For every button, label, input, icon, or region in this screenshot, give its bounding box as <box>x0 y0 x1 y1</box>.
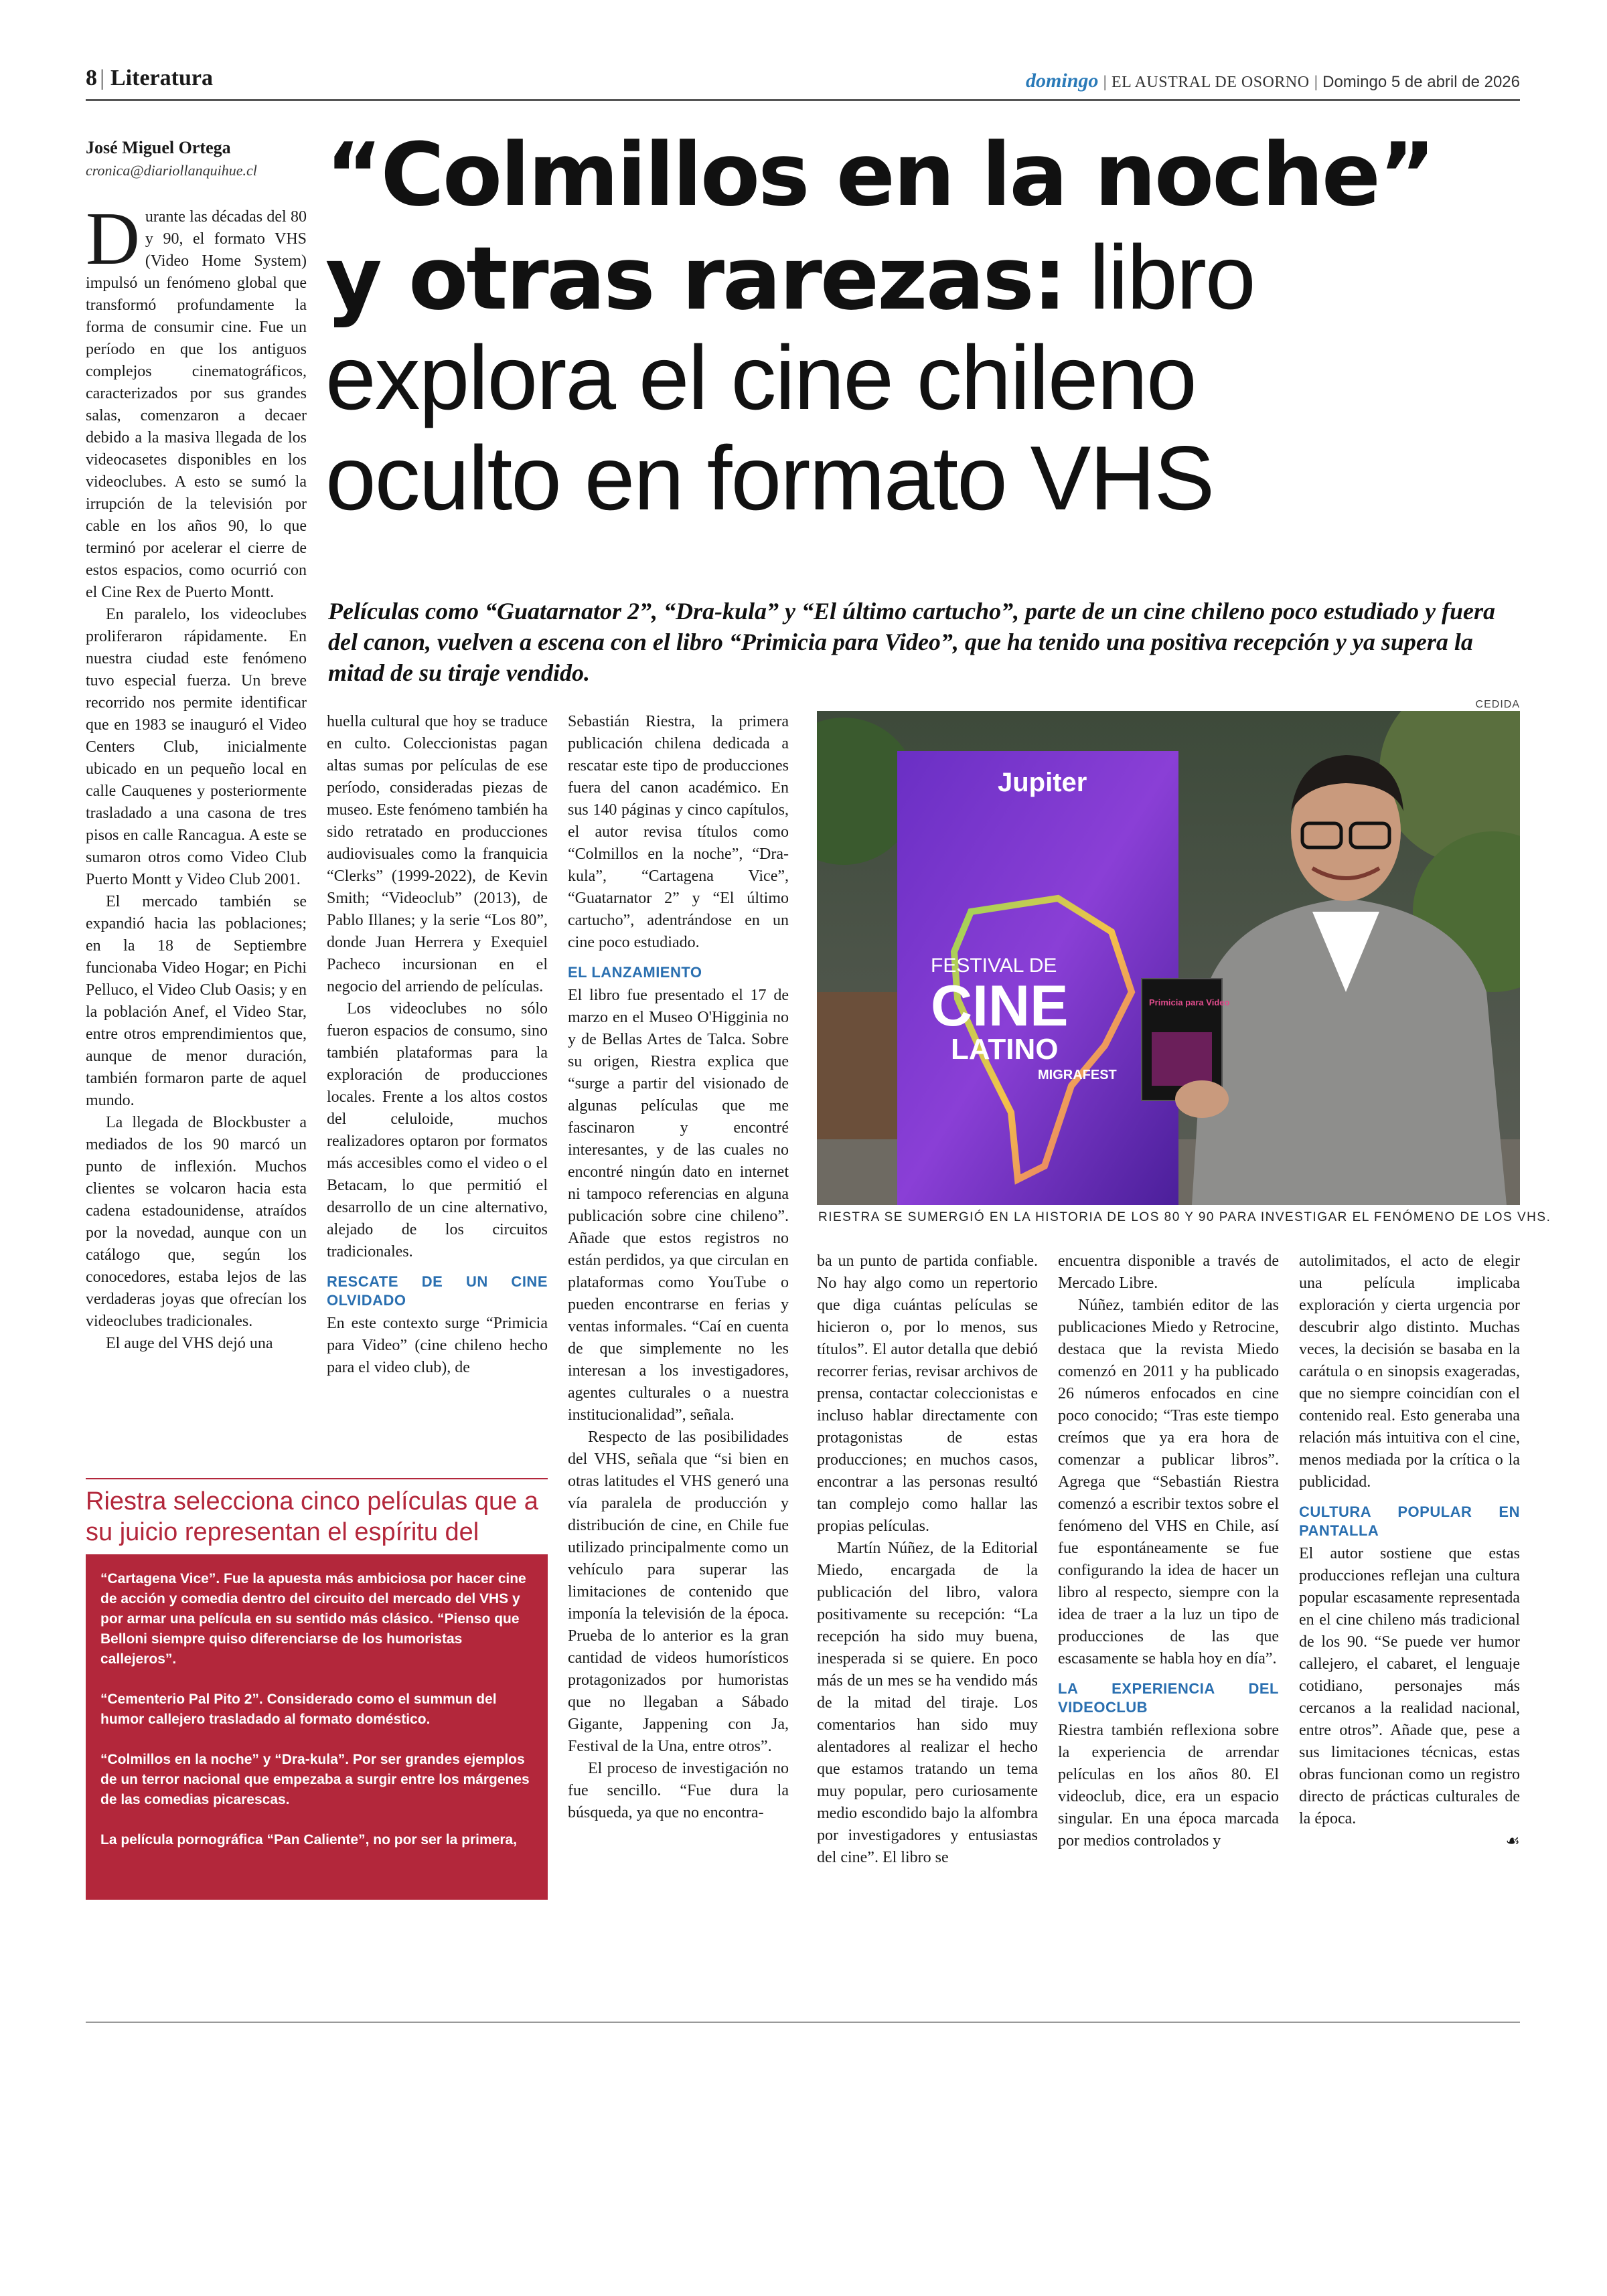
section-name: Literatura <box>110 66 213 90</box>
header-separator: | <box>100 66 110 90</box>
sidebar-item: “Cartagena Vice”. Fue la apuesta más ambiciosa por hacer cine de acción y comedia dentro del circuito del mercado del VHS y por armar una película en su sentido más clásico. “Pienso que Belloni siempre quiso diferenciarse de los humoristas callejeros”. <box>100 1571 526 1667</box>
sidebar-item: La película pornográfica “Pan Caliente”, no por ser la primera, <box>100 1832 518 1848</box>
person-hand <box>1175 1080 1229 1118</box>
sidebar-item: “Colmillos en la noche” y “Dra-kula”. Por ser grandes ejemplos de un terror nacional que empezaba a surgir entre los márgenes de las comedias picarescas. <box>100 1752 530 1807</box>
subheading: RESCATE DE UN CINE OLVIDADO <box>327 1273 548 1309</box>
paragraph: Sebastián Riestra, la primera publicación chilena dedicada a rescatar este tipo de producciones fuera del canon académico. En sus 140 páginas y cinco capítulos, el autor revisa títulos como “Colmillos en la noche”, “Dra-kula”, “Cartagena Vice”, “Guatarnator 2” y “El último cartucho”, adentrándose en un cine poco estudiado. <box>568 713 789 951</box>
headline-line-2-bold: y otras rarezas: <box>325 228 1065 329</box>
book-illustration <box>1152 1032 1212 1086</box>
body-column-3 <box>568 711 789 1824</box>
headline-line-2 <box>325 226 1524 332</box>
paragraph: huella cultural que hoy se traduce en culto. Coleccionistas pagan altas sumas por películas de ese período, consideradas piezas de museo. Este fenómeno también ha sido retratado en producciones audiovisuales como la franquicia “Clerks” (1999-2022), de Kevin Smith; “Videoclub” (2013), de Pablo Illanes; y la serie “Los 80”, donde Juan Herrera y Exequiel Pacheco incursionan en el negocio del arriendo de películas. <box>327 713 548 995</box>
author-name: José Miguel Ortega <box>86 138 231 157</box>
paragraph: autolimitados, el acto de elegir una película implicaba exploración y cierta urgencia por descubrir algo distinto. Muchas veces, la decisión se basaba en la carátula o en sinopsis exageradas, que no siempre coincidían con el contenido real. Esto generaba una relación más intuitiva con el cine, menos mediada por la crítica o la publicidad. <box>1299 1252 1520 1491</box>
edition-label: domingo <box>1026 70 1099 92</box>
subheading: EL LANZAMIENTO <box>568 964 702 981</box>
header-rule <box>86 99 1520 101</box>
banner-line-3: LATINO <box>951 1033 1059 1066</box>
header-masthead: domingo | EL AUSTRAL DE OSORNO | Domingo 5 de abril de 2026 <box>1026 70 1520 92</box>
drop-cap: D <box>86 197 140 280</box>
end-mark-icon: ☙ <box>1505 1831 1520 1850</box>
sidebar-title: Riestra selecciona cinco películas que a su juicio representan el espíritu del <box>86 1487 538 1546</box>
page-header <box>86 66 213 91</box>
banner-line-2: CINE <box>931 974 1069 1038</box>
article-photo <box>817 711 1520 1205</box>
body-column-2 <box>327 711 548 1379</box>
headline-line-1: “Colmillos en la noche” <box>325 124 1434 226</box>
issue-date: Domingo 5 de abril de 2026 <box>1322 73 1520 91</box>
paragraph: Martín Núñez, de la Editorial Miedo, encargada de la publicación del libro, valora positivamente su recepción: “La recepción ha sido muy buena, inesperada si se quiere. En poco más de un mes se ha vendido más de la mitad del tiraje. Los comentarios han sido muy alentadores al realizar el hecho que estamos tratando un tema muy popular, pero curiosamente medio escondido bajo la alfombra por investigadores y entusiastas del cine”. El libro se <box>817 1540 1038 1866</box>
paragraph: Los videoclubes no sólo fueron espacios de consumo, sino también plataformas para la exploración de producciones locales. Frente a los altos costos del celuloide, muchos realizadores optaron por formatos más accesibles como el video o el Betacam, lo que permitió el desarrollo de un cine alternativo, alejado de los circuitos tradicionales. <box>327 1000 548 1260</box>
book-title: Primicia para Video <box>1149 997 1230 1007</box>
paragraph: En este contexto surge “Primicia para Video” (cine chileno hecho para el video club), de <box>327 1315 548 1376</box>
headline-line-2-light: libro <box>1065 226 1255 328</box>
paragraph: Respecto de las posibilidades del VHS, señala que “si bien en otras latitudes el VHS generó una vía paralela de producción y distribución de cine, en Chile fue utilizado principalmente como un vehículo para superar las limitaciones de contenido que imponía la televisión de la época. Prueba de lo anterior es la gran cantidad de videos humorísticos protagonizados por humoristas que no llegaban a Sábado Gigante, Jappening con Ja, Festival de la Una, entre otros”. <box>568 1428 789 1755</box>
paragraph: El proceso de investigación no fue sencillo. “Fue dura la búsqueda, ya que no encontra- <box>568 1760 789 1821</box>
sidebar-item: “Cementerio Pal Pito 2”. Considerado como el summun del humor callejero trasladado al formato doméstico. <box>100 1692 497 1727</box>
photo-caption: RIESTRA SE SUMERGIÓ EN LA HISTORIA DE LOS 80 Y 90 PARA INVESTIGAR EL FENÓMENO DE LOS VHS. <box>818 1210 1551 1224</box>
paragraph: El mercado también se expandió hacia las poblaciones; en la 18 de Septiembre funcionaba Video Hogar; en Pichi Pelluco, el Video Club Oasis; y en la población Anef, el Video Star, entre otros emprendimientos que, aunque de menor duración, también formaron parte de aquel mundo. <box>86 893 307 1109</box>
paragraph: La llegada de Blockbuster a mediados de los 90 marcó un punto de inflexión. Muchos clientes se volcaron hacia esta cadena estadounidense, atraídos por la novedad, aunque con un catálogo que, según los conocedores, estaba lejos de las verdaderas joyas que ofrecían los videoclubes tradicionales. <box>86 1114 307 1330</box>
page-bottom-rule <box>86 2022 1520 2023</box>
body-column-6 <box>1299 1250 1520 1853</box>
page-number: 8 <box>86 66 97 90</box>
banner-brand: Jupiter <box>998 768 1087 797</box>
headline-line-3: explora el cine chileno <box>325 327 1196 428</box>
subheading: LA EXPERIENCIA DEL VIDEOCLUB <box>1058 1680 1279 1716</box>
photo-credit: CEDIDA <box>1475 699 1520 710</box>
author-email[interactable]: cronica@diariollanquihue.cl <box>86 162 257 179</box>
subheading: CULTURA POPULAR EN PANTALLA <box>1299 1503 1520 1539</box>
body-column-4 <box>817 1250 1038 1869</box>
paragraph: El libro fue presentado el 17 de marzo en el Museo O'Higginia no y de Bellas Artes de Talca. Sobre su origen, Riestra explica que “surge a partir del visionado de algunas películas que me fascinaron y encontré interesantes, y de las cuales no encontré ningún dato en internet ni tampoco referencias en alguna publicación sobre cine chileno”. Añade que estos registros no están perdidos, ya que circulan en plataformas como YouTube o pueden encontrarse en ferias y ventas informales. “Caí en cuenta de que simplemente no les interesan a los investigadores, agentes culturales o a nuestra institucionalidad”, señala. <box>568 987 789 1424</box>
banner-line-4: MIGRAFEST <box>1038 1068 1117 1082</box>
photo-illustration <box>817 711 1520 1205</box>
lead-paragraph: Películas como “Guatarnator 2”, “Dra-kula” y “El último cartucho”, parte de un cine chileno poco estudiado y fuera del canon, vuelven a escena con el libro “Primicia para Video”, que ha tenido una positiva recepción y ya supera la mitad de su tiraje vendido. <box>328 598 1496 686</box>
sidebar-top-rule <box>86 1478 548 1479</box>
body-column-1 <box>86 197 307 1355</box>
newspaper-name: EL AUSTRAL DE OSORNO <box>1111 74 1310 91</box>
paragraph: encuentra disponible a través de Mercado Libre. <box>1058 1252 1279 1292</box>
paragraph: Durante las décadas del 80 y 90, el formato VHS (Video Home System) impulsó un fenómeno global que transformó profundamente la forma de consumir cine. Fue un período en que los antiguos complejos cinematográficos, caracterizados por sus grandes salas, comenzaron a decaer debido a la masiva llegada de los videocasetes disponibles en los videoclubes. A esto se sumó la irrupción de la televisión por cable en los años 90, lo que terminó por acelerar el cierre de estos espacios, como ocurrió con el Cine Rex de Puerto Montt. <box>86 197 307 601</box>
paragraph: Riestra también reflexiona sobre la experiencia de arrendar películas en los años 80. El videoclub, dice, era un espacio singular. En una época marcada por medios controlados y <box>1058 1722 1279 1850</box>
headline <box>325 124 1524 533</box>
paragraph: En paralelo, los videoclubes proliferaron rápidamente. En nuestra ciudad este fenómeno tuvo especial fuerza. Un breve recorrido nos permite identificar que en 1983 se inauguró el Video Centers Club, inicialmente ubicado en un pequeño local en calle Cauquenes y posteriormente trasladado a una casona de tres pisos en calle Rancagua. A este se sumaron otros como Video Club Puerto Montt y Video Club 2001. <box>86 606 307 888</box>
headline-line-4: oculto en formato VHS <box>325 427 1214 529</box>
paragraph: El auge del VHS dejó una <box>106 1335 273 1352</box>
body-column-5 <box>1058 1250 1279 1852</box>
banner-line-1: FESTIVAL DE <box>931 955 1057 977</box>
sidebar-box <box>86 1554 548 1900</box>
paragraph: ba un punto de partida confiable. No hay algo como un repertorio que diga cuántas películas se hicieron o, por lo menos, sus títulos”. El autor detalla que debió recorrer ferias, revisar archivos de prensa, contactar coleccionistas e incluso hablar directamente con protagonistas de estas producciones; en muchos casos, encontrar a las personas resultó tan complejo como hallar las propias películas. <box>817 1252 1038 1535</box>
paragraph: El autor sostiene que estas producciones reflejan una cultura popular escasamente representada en el cine chileno más tradicional de los 90. “Se puede ver humor callejero, el cabaret, el lenguaje cotidiano, personajes más cercanos a la realidad nacional, entre otros”. Añade que, pese a sus limitaciones técnicas, estas obras funcionan como un registro directo de prácticas culturales de la época. <box>1299 1545 1520 1827</box>
paragraph: Núñez, también editor de las publicaciones Miedo y Retrocine, destaca que la revista Miedo comenzó en 2011 y ha publicado 26 números enfocados en cine poco conocido; “Tras este tiempo creímos que ya era hora de comenzar a publicar libros”. Agrega que “Sebastián Riestra comenzó a escribir textos sobre el fenómeno del VHS en Chile, así fue espontáneamente se fue configurando la idea de hacer un libro al respecto, siempre con la idea de traer a la luz un tipo de producciones de las que escasamente se habla hoy en día”. <box>1058 1297 1279 1667</box>
